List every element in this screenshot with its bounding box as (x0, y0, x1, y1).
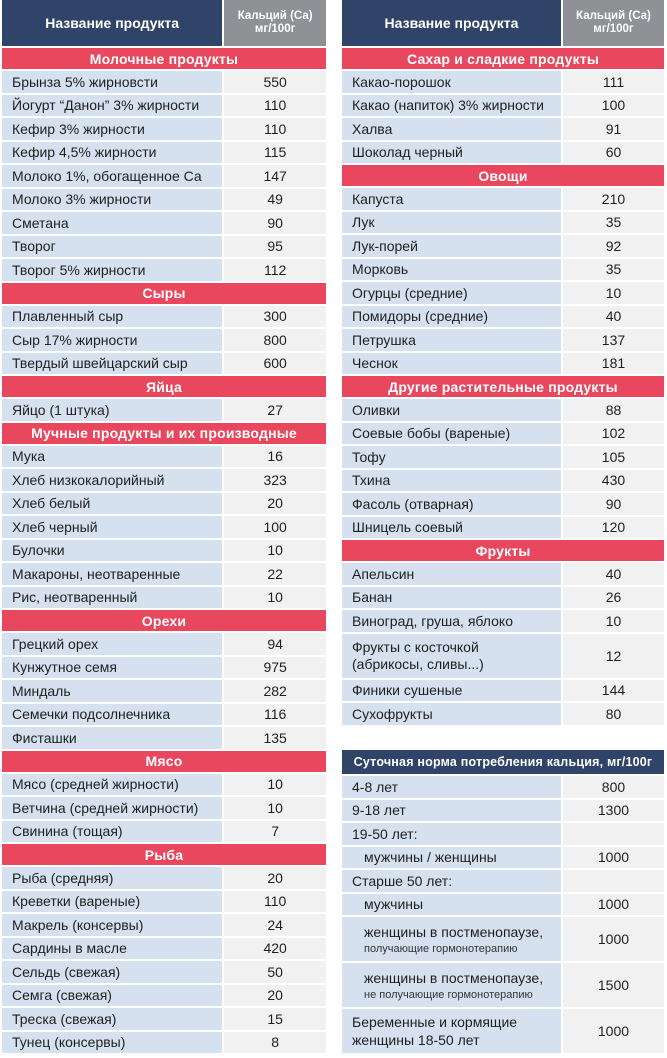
calcium-value: 120 (563, 517, 664, 539)
product-name: Шницель соевый (342, 517, 561, 539)
product-name: Мука (2, 446, 222, 468)
calcium-value: 323 (224, 469, 326, 491)
table-row (2, 399, 326, 421)
norm-label: мужчины (342, 894, 561, 916)
calcium-value: 100 (563, 95, 664, 117)
product-name: Лук-порей (342, 235, 561, 257)
calcium-value: 210 (563, 188, 664, 210)
product-name: Треска (свежая) (2, 1008, 222, 1030)
table-row (2, 891, 326, 913)
calcium-value: 137 (563, 329, 664, 351)
norm-label-line1: Беременные и кормящие (352, 1014, 518, 1030)
calcium-value: 35 (563, 212, 664, 234)
table-row (2, 540, 326, 562)
calcium-value: 40 (563, 306, 664, 328)
norm-label-line2: женщины 18-50 лет (352, 1032, 480, 1048)
product-name: Чеснок (342, 353, 561, 375)
norm-row (342, 823, 664, 845)
product-name: Хлеб низкокалорийный (2, 469, 222, 491)
table-row (342, 517, 664, 539)
norm-row (342, 917, 664, 961)
product-name: Сельдь (свежая) (2, 961, 222, 983)
table-row (2, 516, 326, 538)
norm-row (342, 870, 664, 892)
product-name: Йогурт “Данон” 3% жирности (2, 95, 222, 117)
product-name: Макароны, неотваренные (2, 563, 222, 585)
daily-norm-title: Суточная норма потребления кальция, мг/100г (342, 750, 664, 774)
product-name: Булочки (2, 540, 222, 562)
product-name: Творог 5% жирности (2, 259, 222, 281)
product-name: Капуста (342, 188, 561, 210)
product-name: Какао-порошок (342, 71, 561, 93)
calcium-value: 22 (224, 563, 326, 585)
norm-label-line1: женщины в постменопаузе, (364, 969, 544, 986)
norm-label: 4-8 лет (342, 776, 561, 798)
calcium-value: 110 (224, 891, 326, 913)
calcium-value: 90 (224, 212, 326, 234)
calcium-value: 102 (563, 423, 664, 445)
calcium-value: 80 (563, 703, 664, 725)
calcium-value: 181 (563, 353, 664, 375)
calcium-value: 10 (563, 610, 664, 632)
calcium-value: 8 (224, 1032, 326, 1054)
table-row (342, 399, 664, 421)
product-name: Какао (напиток) 3% жирности (342, 95, 561, 117)
calcium-value: 35 (563, 259, 664, 281)
table-row (2, 306, 326, 328)
product-name: Петрушка (342, 329, 561, 351)
calcium-value: 20 (224, 493, 326, 515)
daily-norm-table (342, 750, 664, 1053)
product-name: Хлеб белый (2, 493, 222, 515)
table-row (2, 657, 326, 679)
table-row (2, 165, 326, 187)
table-row (2, 587, 326, 609)
table-row (2, 446, 326, 468)
table-row (2, 704, 326, 726)
product-name: Апельсин (342, 563, 561, 585)
calcium-value: 100 (224, 516, 326, 538)
norm-row (342, 776, 664, 798)
product-name: Лук (342, 212, 561, 234)
calcium-value: 27 (224, 399, 326, 421)
calcium-value: 20 (224, 985, 326, 1007)
calcium-value: 550 (224, 71, 326, 93)
norm-label (342, 917, 561, 961)
table-row (342, 142, 664, 164)
column-header-product: Название продукта (2, 0, 222, 46)
table-row (2, 985, 326, 1007)
table-row (342, 423, 664, 445)
calcium-value: 10 (224, 540, 326, 562)
norm-row (342, 1009, 664, 1053)
table-row (2, 212, 326, 234)
calcium-value: 10 (224, 774, 326, 796)
table-row (342, 282, 664, 304)
category-header: Сахар и сладкие продукты (342, 48, 664, 69)
table-row (2, 563, 326, 585)
product-name: Хлеб черный (2, 516, 222, 538)
category-header: Мясо (2, 751, 326, 772)
product-name: Макрель (консервы) (2, 914, 222, 936)
product-name: Сардины в масле (2, 938, 222, 960)
calcium-value: 282 (224, 680, 326, 702)
table-row (342, 563, 664, 585)
table-row (342, 259, 664, 281)
product-name: Рис, неотваренный (2, 587, 222, 609)
product-name: Виноград, груша, яблоко (342, 610, 561, 632)
norm-value: 1000 (563, 847, 664, 869)
table-row (2, 961, 326, 983)
product-name: Тофу (342, 446, 561, 468)
table-row (342, 188, 664, 210)
table-row (2, 329, 326, 351)
product-name: Грецкий орех (2, 633, 222, 655)
product-name: Огурцы (средние) (342, 282, 561, 304)
calcium-value: 110 (224, 118, 326, 140)
table-row (2, 867, 326, 889)
product-name: Яйцо (1 штука) (2, 399, 222, 421)
product-name: Мясо (средней жирности) (2, 774, 222, 796)
calcium-value: 24 (224, 914, 326, 936)
table-row (342, 470, 664, 492)
calcium-value: 12 (563, 634, 664, 678)
product-name: Свинина (тощая) (2, 821, 222, 843)
norm-value: 800 (563, 776, 664, 798)
calcium-value: 49 (224, 189, 326, 211)
product-name-line1: Фрукты с косточкой (352, 638, 479, 655)
table-row (2, 95, 326, 117)
calcium-value: 300 (224, 306, 326, 328)
product-name: Тхина (342, 470, 561, 492)
product-name (342, 634, 561, 678)
norm-row (342, 800, 664, 822)
norm-label-sub: не получающие гормонотерапию (364, 988, 533, 1001)
product-name: Фисташки (2, 727, 222, 749)
table-row (2, 1032, 326, 1054)
product-name-line2: (абрикосы, сливы...) (352, 655, 484, 672)
product-name: Семга (свежая) (2, 985, 222, 1007)
product-name: Молоко 1%, обогащенное Са (2, 165, 222, 187)
calcium-value: 16 (224, 446, 326, 468)
product-name: Шоколад черный (342, 142, 561, 164)
table-row (342, 634, 664, 678)
product-name: Кефир 3% жирности (2, 118, 222, 140)
table-row (2, 797, 326, 819)
calcium-value: 112 (224, 259, 326, 281)
calcium-value: 10 (563, 282, 664, 304)
product-name: Семечки подсолнечника (2, 704, 222, 726)
calcium-value: 20 (224, 867, 326, 889)
product-name: Кефир 4,5% жирности (2, 142, 222, 164)
calcium-value: 40 (563, 563, 664, 585)
product-name: Сметана (2, 212, 222, 234)
product-name: Кунжутное семя (2, 657, 222, 679)
table-row (2, 1008, 326, 1030)
product-name: Брынза 5% жирновсти (2, 71, 222, 93)
calcium-value: 116 (224, 704, 326, 726)
calcium-value: 10 (224, 797, 326, 819)
norm-row (342, 847, 664, 869)
product-name: Плавленный сыр (2, 306, 222, 328)
column-header-product: Название продукта (342, 0, 561, 46)
norm-label-sub: получающие гормонотерапию (364, 942, 518, 955)
table-row (2, 821, 326, 843)
column-header-calcium: Кальций (Са) мг/100г (224, 0, 326, 46)
norm-row (342, 894, 664, 916)
table-row (2, 914, 326, 936)
category-header: Рыба (2, 844, 326, 865)
calcium-value: 7 (224, 821, 326, 843)
calcium-value: 94 (224, 633, 326, 655)
table-row (342, 95, 664, 117)
left-table (2, 0, 326, 1053)
table-header-right (342, 0, 664, 46)
table-row (2, 236, 326, 258)
table-row (342, 235, 664, 257)
norm-value: 1500 (563, 963, 664, 1007)
table-row (342, 212, 664, 234)
calcium-value: 147 (224, 165, 326, 187)
table-row (2, 493, 326, 515)
table-row (342, 118, 664, 140)
daily-norm-body (342, 776, 664, 1053)
calcium-value: 90 (563, 493, 664, 515)
table-row (342, 446, 664, 468)
left-table-body (2, 48, 326, 1053)
table-row (342, 493, 664, 515)
table-row (342, 71, 664, 93)
norm-value: 1000 (563, 917, 664, 961)
calcium-value: 105 (563, 446, 664, 468)
product-name: Оливки (342, 399, 561, 421)
category-header: Молочные продукты (2, 48, 326, 69)
table-row (342, 329, 664, 351)
norm-value (563, 823, 664, 845)
table-row (2, 142, 326, 164)
product-name: Миндаль (2, 680, 222, 702)
product-name: Банан (342, 587, 561, 609)
norm-label (342, 963, 561, 1007)
product-name: Финики сушеные (342, 680, 561, 702)
table-row (342, 587, 664, 609)
table-row (2, 633, 326, 655)
product-name: Сыр 17% жирности (2, 329, 222, 351)
norm-value (563, 870, 664, 892)
product-name: Морковь (342, 259, 561, 281)
product-name: Креветки (вареные) (2, 891, 222, 913)
table-row (2, 727, 326, 749)
category-header: Другие растительные продукты (342, 376, 664, 397)
table-row (342, 610, 664, 632)
product-name: Соевые бобы (вареные) (342, 423, 561, 445)
table-row (2, 189, 326, 211)
norm-value: 1000 (563, 1009, 664, 1053)
calcium-value: 26 (563, 587, 664, 609)
norm-label: Старше 50 лет: (342, 870, 561, 892)
product-name: Тунец (консервы) (2, 1032, 222, 1054)
norm-label (342, 1009, 561, 1053)
column-header-calcium: Кальций (Са) мг/100г (563, 0, 664, 46)
table-row (2, 118, 326, 140)
product-name: Творог (2, 236, 222, 258)
calcium-value: 600 (224, 353, 326, 375)
table-row (2, 774, 326, 796)
category-header: Мучные продукты и их производные (2, 423, 326, 444)
table-row (2, 353, 326, 375)
right-table (342, 0, 664, 725)
norm-label: 19-50 лет: (342, 823, 561, 845)
calcium-value: 110 (224, 95, 326, 117)
calcium-value: 144 (563, 680, 664, 702)
calcium-value: 111 (563, 71, 664, 93)
table-row (342, 353, 664, 375)
category-header: Орехи (2, 610, 326, 631)
table-row (342, 306, 664, 328)
calcium-value: 50 (224, 961, 326, 983)
product-name: Сухофрукты (342, 703, 561, 725)
product-name: Халва (342, 118, 561, 140)
norm-label-line1: женщины в постменопаузе, (364, 923, 544, 940)
calcium-value: 430 (563, 470, 664, 492)
right-table-body (342, 48, 664, 725)
norm-label: 9-18 лет (342, 800, 561, 822)
table-row (342, 703, 664, 725)
calcium-value: 92 (563, 235, 664, 257)
calcium-value: 91 (563, 118, 664, 140)
calcium-value: 800 (224, 329, 326, 351)
calcium-value: 115 (224, 142, 326, 164)
category-header: Сыры (2, 283, 326, 304)
table-row (342, 680, 664, 702)
product-name: Рыба (средняя) (2, 867, 222, 889)
table-row (2, 259, 326, 281)
norm-value: 1300 (563, 800, 664, 822)
table-row (2, 469, 326, 491)
category-header: Овощи (342, 165, 664, 186)
product-name: Фасоль (отварная) (342, 493, 561, 515)
calcium-value: 10 (224, 587, 326, 609)
table-row (2, 938, 326, 960)
norm-value: 1000 (563, 894, 664, 916)
calcium-value: 975 (224, 657, 326, 679)
norm-label: мужчины / женщины (342, 847, 561, 869)
product-name: Ветчина (средней жирности) (2, 797, 222, 819)
table-header-left (2, 0, 326, 46)
calcium-value: 88 (563, 399, 664, 421)
product-name: Помидоры (средние) (342, 306, 561, 328)
calcium-value: 60 (563, 142, 664, 164)
calcium-value: 95 (224, 236, 326, 258)
calcium-value: 135 (224, 727, 326, 749)
norm-row (342, 963, 664, 1007)
category-header: Фрукты (342, 540, 664, 561)
calcium-value: 15 (224, 1008, 326, 1030)
table-row (2, 680, 326, 702)
product-name: Твердый швейцарский сыр (2, 353, 222, 375)
product-name: Молоко 3% жирности (2, 189, 222, 211)
calcium-value: 420 (224, 938, 326, 960)
table-row (2, 71, 326, 93)
category-header: Яйца (2, 376, 326, 397)
